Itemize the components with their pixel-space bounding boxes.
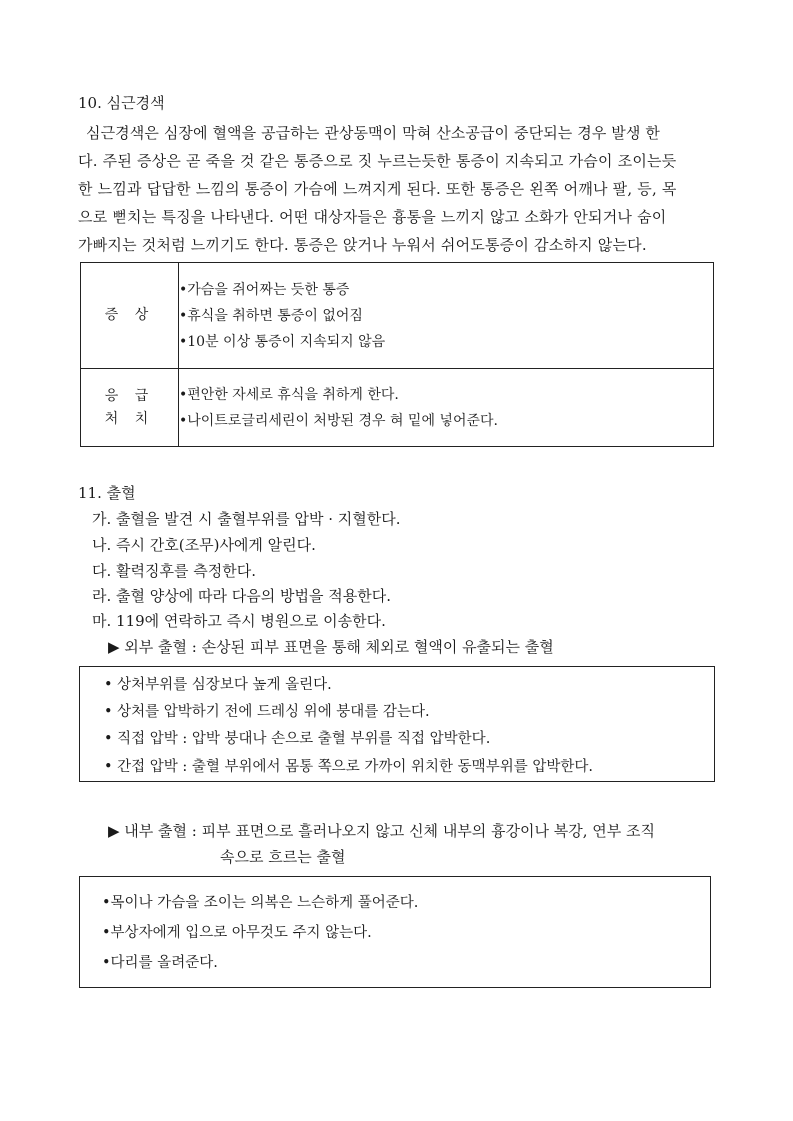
symptom-cell: [179, 263, 714, 369]
step-item: 마. 119에 연락하고 즉시 병원으로 이송한다.: [92, 612, 386, 630]
list-item: • 직접 압박 : 압박 붕대나 손으로 출혈 부위를 직접 압박한다.: [104, 731, 491, 747]
list-item: •나이트로글리세린이 처방된 경우 혀 밑에 넣어준다.: [179, 412, 498, 429]
list-item: • 상처를 압박하기 전에 드레싱 위에 붕대를 감는다.: [104, 704, 430, 720]
first-aid-cell: [179, 369, 714, 447]
external-bleeding-heading: ▶ 외부 출혈 : 손상된 피부 표면을 통해 체외로 혈액이 유출되는 출혈: [108, 638, 554, 656]
symptom-row: [81, 263, 714, 369]
section-10-title: 10. 심근경색: [78, 94, 165, 112]
step-item: 나. 즉시 간호(조무)사에게 알린다.: [92, 536, 316, 554]
paragraph-line: 가빠지는 것처럼 느끼기도 한다. 통증은 앉거나 누워서 쉬어도통증이 감소하지 않는다.: [78, 236, 647, 254]
list-item: •목이나 가슴을 조이는 의복은 느슨하게 풀어준다.: [102, 895, 419, 911]
paragraph-line: 으로 뻗치는 특징을 나타낸다. 어떤 대상자들은 흉통을 느끼지 않고 소화가 안되거나 숨이: [78, 208, 667, 226]
internal-bleeding-box: [79, 876, 711, 988]
first-aid-header: 응 급 처 치: [81, 369, 179, 447]
paragraph-line: 심근경색은 심장에 혈액을 공급하는 관상동맥이 막혀 산소공급이 중단되는 경우 발생 한: [86, 124, 660, 142]
list-item: • 간접 압박 : 출혈 부위에서 몸통 쪽으로 가까이 위치한 동맥부위를 압박한다.: [104, 759, 593, 775]
symptom-header: 증 상: [81, 263, 179, 369]
list-item: •10분 이상 통증이 지속되지 않음: [179, 333, 386, 350]
paragraph-line: 다. 주된 증상은 곧 죽을 것 같은 통증으로 짓 누르는듯한 통증이 지속되고 가슴이 조이는듯: [78, 152, 677, 170]
first-aid-row: [81, 369, 714, 447]
list-item: • 상처부위를 심장보다 높게 올린다.: [104, 677, 332, 693]
internal-bleeding-heading: ▶ 내부 출혈 : 피부 표면으로 흘러나오지 않고 신체 내부의 흉강이나 복강, 연부 조직: [108, 822, 656, 840]
step-item: 가. 출혈을 발견 시 출혈부위를 압박 · 지혈한다.: [92, 510, 401, 528]
step-item: 라. 출혈 양상에 따라 다음의 방법을 적용한다.: [92, 587, 391, 605]
symptom-table: [80, 262, 714, 447]
paragraph-line: 한 느낌과 답답한 느낌의 통증이 가슴에 느껴지게 된다. 또한 통증은 왼쪽 어깨나 팔, 등, 목: [78, 180, 677, 198]
list-item: •부상자에게 입으로 아무것도 주지 않는다.: [102, 925, 372, 941]
external-bleeding-box: [79, 666, 715, 782]
list-item: •휴식을 취하면 통증이 없어짐: [179, 307, 363, 324]
list-item: •편안한 자세로 휴식을 취하게 한다.: [179, 386, 399, 403]
internal-bleeding-heading-cont: 속으로 흐르는 출혈: [220, 848, 346, 866]
section-11-title: 11. 출혈: [78, 484, 136, 502]
step-item: 다. 활력징후를 측정한다.: [92, 562, 256, 580]
list-item: •가슴을 쥐어짜는 듯한 통증: [179, 281, 350, 298]
list-item: •다리를 올려준다.: [102, 955, 218, 971]
